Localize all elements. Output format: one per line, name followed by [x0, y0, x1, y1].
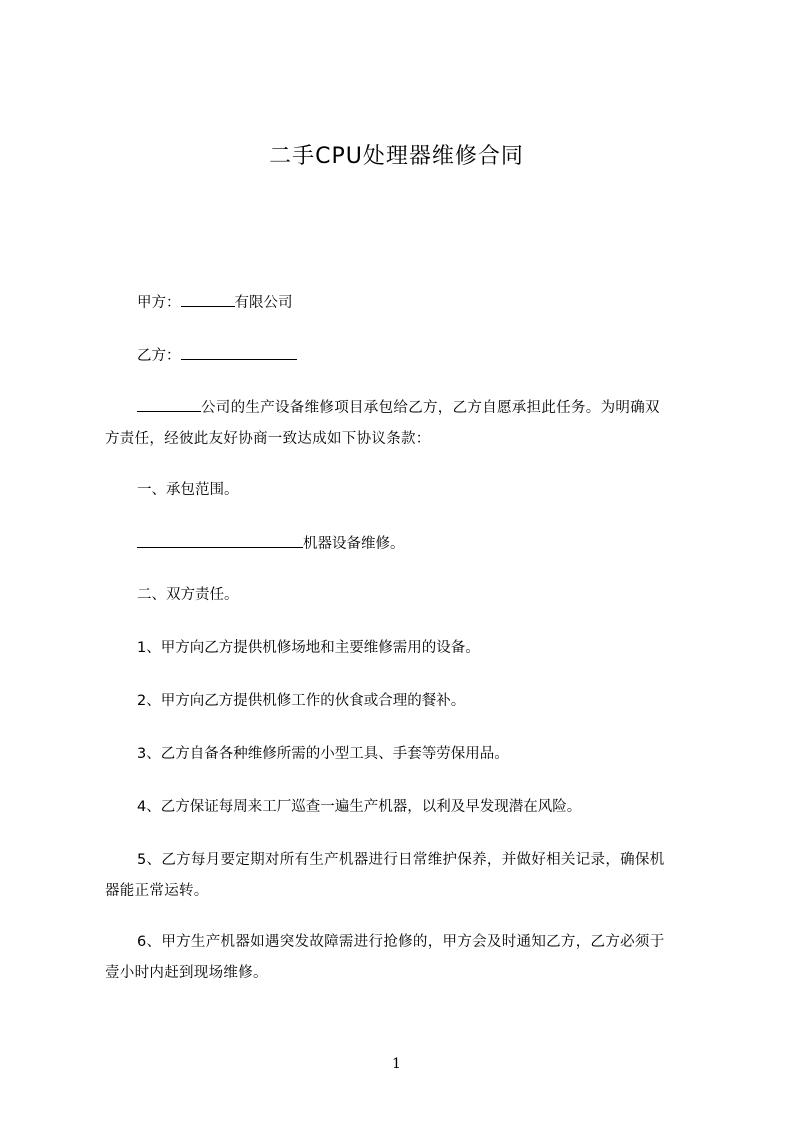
item5-line1: 5、乙方每月要定期对所有生产机器进行日常维护保养，并做好相关记录，确保机 [137, 852, 665, 868]
section1-heading: 一、承包范围。 [137, 482, 239, 498]
item6-line2: 壹小时内赶到现场维修。 [105, 965, 268, 981]
party-b-label: 乙方： [137, 348, 181, 364]
responsibility-item-3: 3、乙方自备各种维修所需的小型工具、手套等劳保用品。 [137, 746, 509, 762]
responsibility-item-4: 4、乙方保证每周来工厂巡查一遍生产机器，以利及早发现潜在风险。 [137, 799, 582, 815]
scope-blank[interactable] [137, 533, 303, 548]
party-b-blank[interactable] [181, 345, 297, 360]
section2-heading: 二、双方责任。 [137, 587, 239, 603]
responsibility-item-6 [105, 927, 709, 989]
party-b-line [137, 345, 297, 366]
item6-line1: 6、甲方生产机器如遇突发故障需进行抢修的，甲方会及时通知乙方，乙方必须于 [137, 934, 665, 950]
intro-text-continued: 方责任，经彼此友好协商一致达成如下协议条款： [105, 431, 431, 447]
document-title: 二手CPU处理器维修合同 [269, 144, 524, 169]
scope-suffix: 机器设备维修。 [303, 536, 405, 552]
intro-paragraph [105, 393, 709, 455]
responsibility-item-5 [105, 845, 709, 907]
page-number: 1 [392, 1056, 401, 1072]
company-blank[interactable] [137, 397, 201, 412]
party-a-line [137, 292, 293, 313]
responsibility-item-2: 2、甲方向乙方提供机修工作的伙食或合理的餐补。 [137, 693, 466, 709]
scope-line [137, 533, 405, 554]
responsibility-item-1: 1、甲方向乙方提供机修场地和主要维修需用的设备。 [137, 640, 480, 656]
party-a-blank[interactable] [181, 292, 235, 307]
party-a-suffix: 有限公司 [234, 295, 293, 311]
item5-line2: 器能正常运转。 [105, 883, 209, 899]
party-a-label: 甲方： [137, 295, 181, 311]
intro-text: 公司的生产设备维修项目承包给乙方，乙方自愿承担此任务。为明确双 [201, 400, 660, 416]
